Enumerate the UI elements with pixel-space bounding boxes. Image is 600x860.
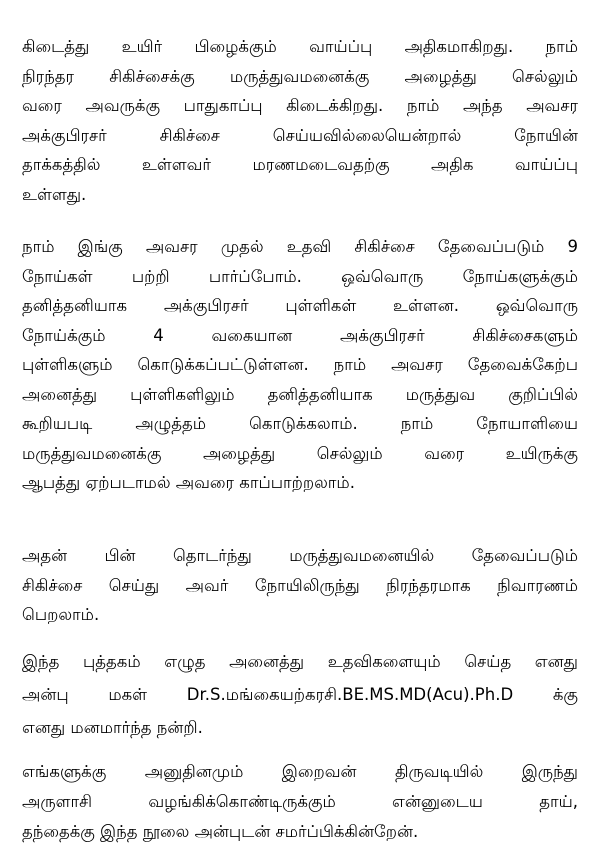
- paragraph-line: வரை அவருக்கு பாதுகாப்பு கிடைக்கிறது. நாம் அந்த அவசர: [22, 96, 578, 115]
- paragraph-line: நோய்க்கும் 4 வகையான அக்குபிரசர் சிகிச்சைகளும்: [22, 325, 578, 345]
- paragraph-1: [22, 32, 578, 209]
- paragraph-line: தந்தைக்கு இந்த நூலை அன்புடன் சமர்ப்பிக்கின்றேன்.: [22, 822, 419, 841]
- paragraph-line: அனைத்து புள்ளிகளிலும் தனித்தனியாக மருத்துவ குறிப்பில்: [22, 384, 578, 404]
- paragraph-5: [22, 757, 578, 847]
- paragraph-line: அதன் பின் தொடர்ந்து மருத்துவமனையில் தேவைப்படும்: [22, 546, 578, 565]
- paragraph-3: [22, 541, 578, 630]
- paragraph-line: சிகிச்சை செய்து அவர் நோயிலிருந்து நிரந்தரமாக நிவாரணம்: [22, 575, 578, 595]
- paragraph-line: அக்குபிரசர் சிகிச்சை செய்யவில்லையென்றால் நோயின்: [22, 125, 578, 145]
- paragraph-line: தனித்தனியாக அக்குபிரசர் புள்ளிகள் உள்ளன. ஒவ்வொரு: [22, 296, 578, 315]
- paragraph-line: இந்த புத்தகம் எழுத அனைத்து உதவிகளையும் செய்த எனது: [22, 652, 578, 671]
- paragraph-line: எனது மனமார்ந்த நன்றி.: [22, 718, 203, 737]
- paragraph-line: மருத்துவமனைக்கு அழைத்து செல்லும் வரை உயிருக்கு: [22, 443, 578, 463]
- paragraph-line: பெறலாம்.: [22, 605, 100, 624]
- paragraph-line: நிரந்தர சிகிச்சைக்கு மருத்துவமனைக்கு அழைத்து செல்லும்: [22, 66, 578, 86]
- paragraph-line: அருளாசி வழங்கிக்கொண்டிருக்கும் என்னுடைய தாய்,: [22, 792, 578, 811]
- paragraph-line: நாம் இங்கு அவசர முதல் உதவி சிகிச்சை தேவைப்படும் 9: [22, 237, 578, 256]
- paragraph-line: புள்ளிகளும் கொடுக்கப்பட்டுள்ளன. நாம் அவசர தேவைக்கேற்ப: [22, 355, 578, 374]
- paragraph-line: எங்களுக்கு அனுதினமும் இறைவன் திருவடியில் இருந்து: [22, 762, 578, 781]
- paragraph-line: கூறியபடி அழுத்தம் கொடுக்கலாம். நாம் நோயாளியை: [22, 414, 578, 433]
- paragraph-line: ஆபத்து ஏற்படாமல் அவரை காப்பாற்றலாம்.: [22, 473, 355, 492]
- paragraph-2: [22, 232, 578, 498]
- paragraph-line: உள்ளது.: [22, 184, 87, 204]
- paragraph-4: [22, 645, 578, 744]
- paragraph-line: அன்பு மகள் Dr.S.மங்கையற்கரசி.BE.MS.MD(Acu).Ph.D க்கு: [22, 685, 578, 704]
- paragraph-line: கிடைத்து உயிர் பிழைக்கும் வாய்ப்பு அதிகமாகிறது. நாம்: [22, 37, 578, 56]
- paragraph-line: தாக்கத்தில் உள்ளவர் மரணமடைவதற்கு அதிக வாய்ப்பு: [22, 155, 578, 174]
- paragraph-line: நோய்கள் பற்றி பார்ப்போம். ஒவ்வொரு நோய்களுக்கும்: [22, 266, 578, 286]
